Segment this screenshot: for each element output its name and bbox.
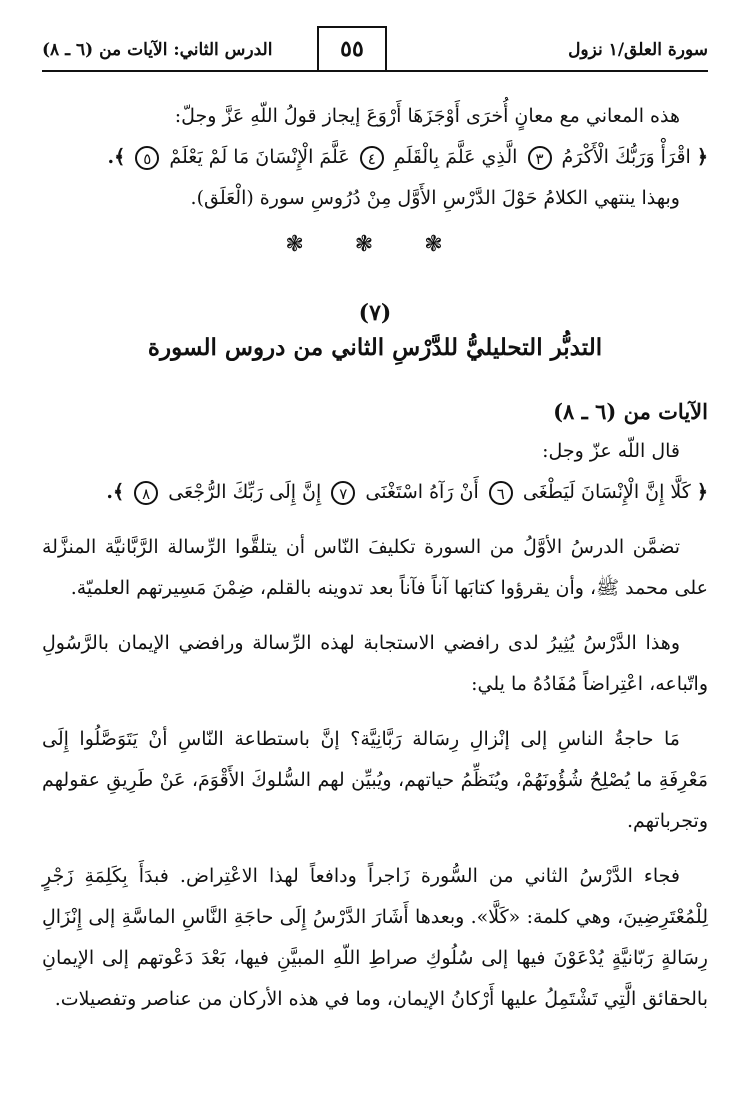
- intro-line: هذه المعاني مع معانٍ أُخرَى أَوْجَزَهَا أَرْوَعَ إيجاز قولُ اللّهِ عَزَّ وجلّ:: [174, 105, 680, 127]
- verse-text: الَّذِي عَلَّمَ بِالْقَلَمِ: [393, 146, 518, 168]
- verse-close-bracket: ﴾.: [107, 146, 126, 168]
- quran-verse-1: [42, 137, 708, 178]
- quran-verse-2: [42, 472, 708, 513]
- closing-line: وبهذا ينتهي الكلامُ حَوْلَ الدَّرْسِ الأَوَّل مِنْ دُرُوسِ سورة (الْعَلَق).: [190, 187, 680, 209]
- verse-number-marker: ٦: [489, 481, 513, 505]
- paragraph: مَا حاجةُ الناسِ إلى إنْزالِ رِسَالة رَبَّانِيَّة؟ إنَّ باستطاعة النّاسِ أنْ يَتَوَصَّلُوا إِلَى مَعْرِفَةِ ما يُصْلِحُ شُؤُونَهُمْ، ويُنَظِّمُ حياتهم، ويُبيِّن لهم السُّلوكَ الأَقْوَمَ، عَنْ طَرِيقِ عقولهم وتجرباتهم.: [42, 728, 708, 832]
- running-header: [42, 26, 708, 72]
- verse-text: إِنَّ إِلَى رَبِّكَ الرُّجْعَى: [168, 481, 322, 503]
- verse-number-marker: ٧: [331, 481, 355, 505]
- section-number: (٧): [358, 300, 392, 326]
- book-page: [42, 26, 708, 1020]
- verse-text: اقْرَأْ وَرَبُّكَ الْأَكْرَمُ: [561, 146, 691, 168]
- verse-open-bracket: ﴿: [696, 146, 708, 168]
- paragraph: وهذا الدَّرْسُ يُثِيرُ لدى رافضي الاستجابة لهذه الرِّسالة ورافضي الإيمان بالرَّسُولِ واتّباعه، اعْتِراضاً مُفَادُهُ ما يلي:: [42, 632, 708, 695]
- verse-number-marker: ٨: [134, 481, 158, 505]
- verse-number-marker: ٤: [360, 146, 384, 170]
- subheading: الآيات من (٦ ـ ٨): [553, 399, 708, 424]
- header-lesson-title: الدرس الثاني: الآيات من (٦ ـ ٨): [42, 40, 273, 60]
- verse-close-bracket: ﴾.: [106, 481, 125, 503]
- verse-text: كَلَّا إِنَّ الْإِنْسَانَ لَيَطْغَى: [522, 481, 691, 503]
- page-number: ٥٥: [317, 26, 387, 70]
- header-surah-title: سورة العلق/١ نزول: [568, 40, 708, 60]
- verse-number-marker: ٣: [528, 146, 552, 170]
- section-divider-stars: ❃ ❃ ❃: [285, 232, 465, 257]
- verse-intro: قال اللّه عزّ وجل:: [542, 440, 680, 462]
- paragraph: تضمَّن الدرسُ الأوَّلُ من السورة تكليفَ النّاس أن يتلقَّوا الرِّسالة الرَّبَّانيَّة المنزَّلة على محمد ﷺ، وأن يقرؤوا كتابَها آناً فآناً بعد تدوينه بالقلم، ضِمْنَ مَسِيرتهم العلميّة.: [42, 536, 708, 599]
- verse-text: عَلَّمَ الْإِنْسَانَ مَا لَمْ يَعْلَمْ: [169, 146, 350, 168]
- section-title: التدبُّر التحليليُّ للدَّرْسِ الثاني من دروس السورة: [147, 334, 603, 361]
- verse-open-bracket: ﴿: [696, 481, 708, 503]
- verse-text: أَنْ رَآهُ اسْتَغْنَى: [365, 481, 479, 503]
- verse-number-marker: ٥: [135, 146, 159, 170]
- paragraph: فجاء الدَّرْسُ الثاني من السُّورة زَاجراً ودافعاً لهذا الاعْتِراض. فبدَأَ بِكَلِمَةِ زَجْرٍ لِلْمُعْتَرِضِينَ، وهي كلمة: «كَلَّا». وبعدها أَشَارَ الدَّرْسُ إِلَى حاجَةِ النَّاسِ الماسَّةِ إلى إِنْزَالِ رِسَالةٍ رَبّانيَّةٍ يُدْعَوْنَ فيها إلى سُلُوكِ صراطِ اللّهِ المبيَّنِ فيها، بَعْدَ دَعْوتهم إلى الإيمانِ بالحقائق الَّتِي تَشْتَمِلُ عليها أَرْكانُ الإيمان، وما في هذه الأركان من عناصر وتفصيلات.: [42, 865, 708, 1010]
